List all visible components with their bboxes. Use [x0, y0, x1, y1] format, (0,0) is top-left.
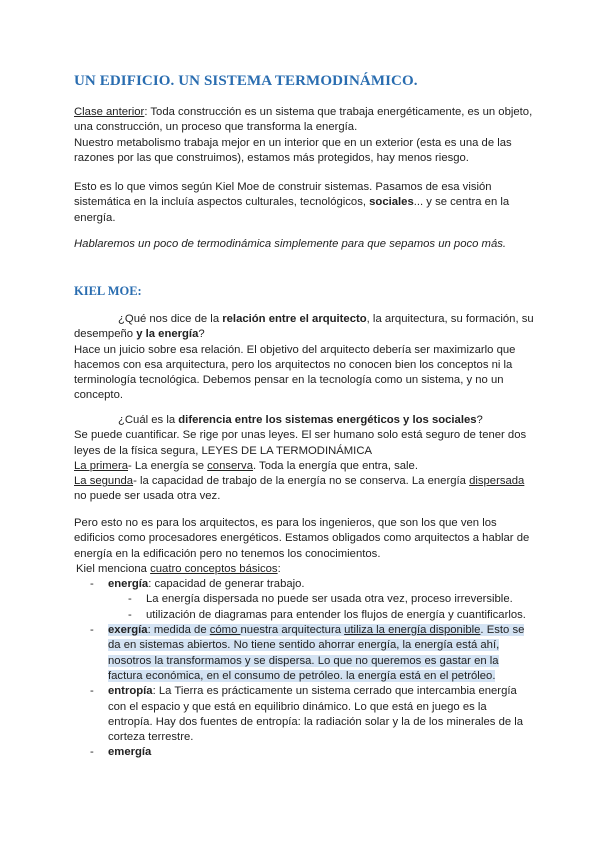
exergia-text-b: nuestra arquitectura [240, 624, 345, 637]
question-2 [74, 413, 534, 428]
second-law-text-a: - la capacidad de trabajo de la energía no se conserva. La energía [133, 475, 470, 488]
q1-text-a: ¿Qué nos dice de la [118, 313, 223, 325]
previous-class-label: Clase anterior [74, 106, 145, 118]
entropia-label: entropía [108, 685, 153, 698]
second-law-underlined: dispersada [469, 475, 525, 488]
second-law-text-b: no puede ser usada otra vez. [74, 490, 221, 503]
list-item-exergia [74, 623, 534, 684]
concepts-text-b: : [277, 562, 281, 575]
systems-paragraph [74, 180, 534, 226]
sub-item-1: - La energía dispersada no puede ser usada otra vez, proceso irreversible. [108, 592, 534, 607]
second-law [74, 474, 534, 505]
exergia-underlined-2: utiliza la energía disponible [344, 624, 481, 637]
question-2-answer: Se puede cuantificar. Se rige por unas leyes. El ser humano solo está seguro de tener dos leyes de la física segura, LEYES DE LA TERMODINÁMICA [74, 429, 527, 457]
q2-bold: diferencia entre los sistemas energéticos y los sociales [178, 414, 477, 426]
intro-block [74, 105, 534, 166]
exergia-text-a: : medida de [147, 624, 210, 637]
question-2-block [74, 413, 534, 505]
list-item-energia [74, 577, 534, 623]
second-law-label: La segunda [74, 475, 134, 488]
kiel-moe-paragraph [74, 180, 534, 226]
first-law-underlined: conserva [207, 459, 253, 472]
engineers-block [74, 516, 534, 761]
systems-text-b: ... y se centra en la energía. [74, 196, 510, 224]
q1-text-c: ? [198, 328, 205, 341]
q1-bold: relación entre el arquitecto [222, 313, 367, 325]
q2-text-b: ? [476, 414, 483, 426]
energia-text: : capacidad de generar trabajo. [148, 578, 305, 591]
concepts-intro [74, 562, 534, 577]
social-bold: sociales [369, 196, 414, 209]
first-law-text-a: - La energía se [128, 459, 208, 472]
concepts-text-a: Kiel menciona [76, 562, 151, 575]
energia-label: energía [108, 578, 149, 591]
exergia-text-c: . Esto se da en sistemas abiertos. No tiene sentido ahorrar energía, la energía está ahí, nosotros la transformamos y se dispersa. Lo que no queremos es gastar en la factura económica, en el consumo de petróleo. la energía está en el petróleo. [108, 624, 525, 682]
q1-bold-2: y la energía [136, 328, 199, 341]
first-law-label: La primera [74, 459, 128, 472]
exergia-label: exergía [108, 624, 148, 637]
intro-paragraph-1 [74, 105, 534, 136]
systems-text-a: Esto es lo que vimos según Kiel Moe de construir sistemas. Pasamos de esa visión sistemática en la incluía aspectos culturales, tecnológicos, [74, 181, 492, 209]
first-law [74, 459, 534, 474]
q1-text-b: , la arquitectura, su formación, su desempeño [74, 313, 534, 341]
emergia-label: emergía [108, 746, 152, 759]
exergia-underlined-1: cómo [209, 624, 241, 637]
concepts-underlined: cuatro conceptos básicos [150, 562, 278, 575]
intro-text: : Toda construcción es un sistema que trabaja energéticamente, es un objeto, una construcción, un proceso que transforma la energía. [74, 106, 533, 134]
list-item-emergia [74, 745, 534, 760]
exergia-highlight [108, 624, 524, 682]
concepts-list [74, 577, 534, 761]
document-title: UN EDIFICIO. UN SISTEMA TERMODINÁMICO. [74, 73, 418, 89]
question-1 [74, 312, 534, 343]
italic-note: Hablaremos un poco de termodinámica simplemente para que sepamos un poco más. [74, 238, 507, 250]
section-heading-kiel-moe: KIEL MOE: [74, 284, 142, 298]
question-1-answer: Hace un juicio sobre esa relación. El objetivo del arquitecto debería ser maximizarlo que hacemos con esa arquitectura, pero los arquitectos no conocen bien los conceptos ni la terminología tecnológica. Debemos pensar en la tecnología como un sistema, y no un concepto. [74, 343, 516, 402]
list-item-entropia [74, 684, 534, 745]
entropia-text: : La Tierra es prácticamente un sistema cerrado que intercambia energía con el espacio y que está en equilibrio dinámico. Lo que está en juego es la entropía. Hay dos fuentes de entropía: la radiación solar y la de los minerales de la corteza terrestre. [108, 685, 524, 744]
first-law-text-b: . Toda la energía que entra, sale. [252, 459, 418, 472]
question-1-block [74, 312, 534, 404]
sub-item-2: - utilización de diagramas para entender los flujos de energía y cuantificarlos. [108, 608, 534, 623]
engineers-paragraph: Pero esto no es para los arquitectos, es para los ingenieros, que son los que ven los edificios como procesadores energéticos. Estamos obligados como arquitectos a hablar de energía en la edificación pero no tenemos los conocimientos. [74, 517, 530, 560]
intro-paragraph-1b: Nuestro metabolismo trabaja mejor en un interior que en un exterior (esta es una de las razones por las que construimos), estamos más protegidos, hay menos riesgo. [74, 136, 512, 164]
thermodynamics-note [74, 237, 534, 252]
energia-sublist [108, 592, 534, 623]
q2-text-a: ¿Cuál es la [118, 414, 179, 426]
